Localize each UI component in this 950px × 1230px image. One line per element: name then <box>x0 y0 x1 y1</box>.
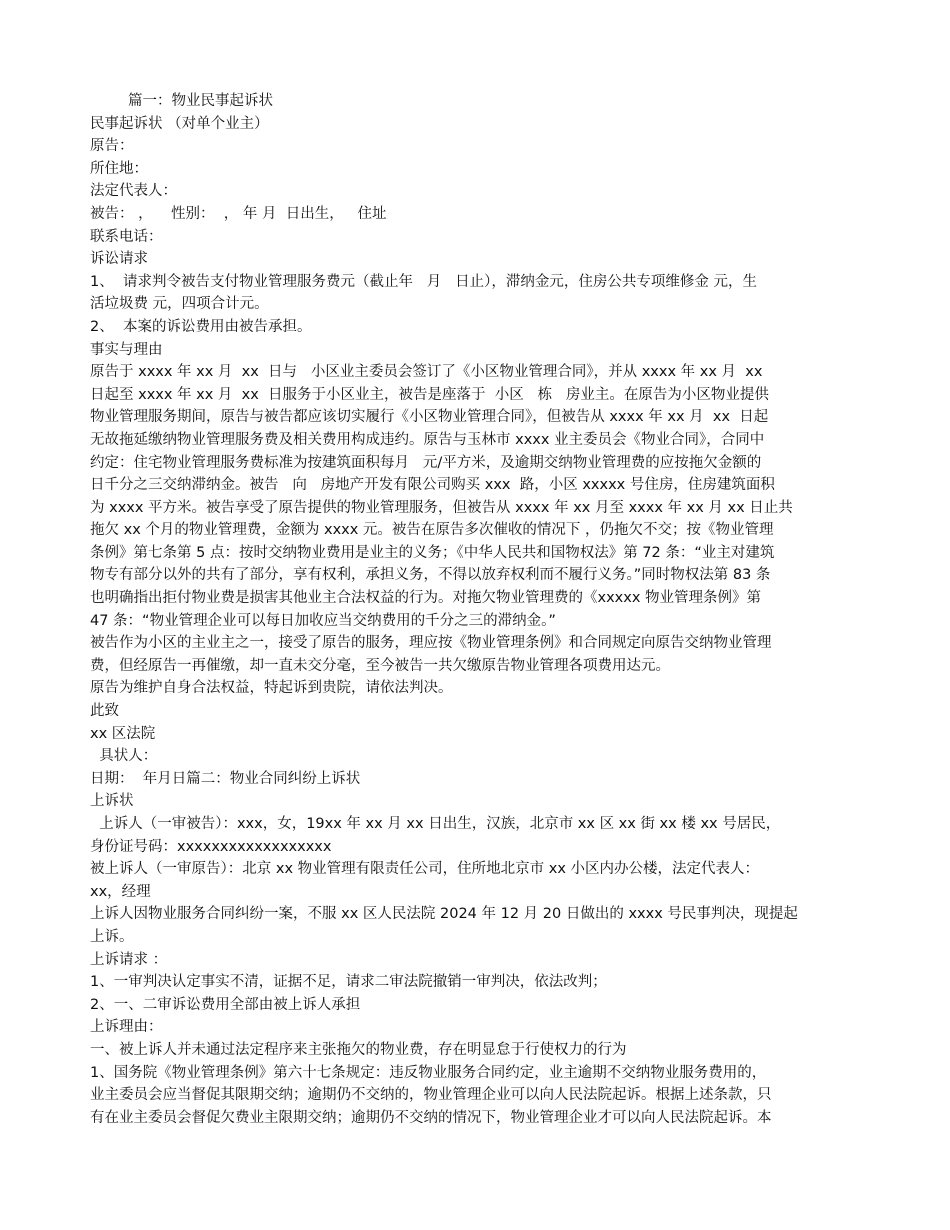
text-line: 所住地： <box>90 160 148 177</box>
text-line: 物专有部分以外的共有了部分，享有权利，承担义务，不得以放弃权利而不履行义务。”同时物权法第 83 条 <box>90 567 771 584</box>
text-line: 业主委员会应当督促其限期交纳；逾期仍不交纳的，物业管理企业可以向人民法院起诉。根据上述条款，只 <box>90 1087 772 1104</box>
text-line: 被告作为小区的主业主之一，接受了原告的服务，理应按《物业管理条例》和合同规定向原告交纳物业管理 <box>90 635 772 652</box>
text-line: 47 条：“物业管理企业可以每日加收应当交纳费用的千分之三的滞纳金。” <box>90 612 556 629</box>
text-line: 1、一审判决认定事实不清，证据不足，请求二审法院撤销一审判决，依法改判； <box>90 974 607 991</box>
document-page <box>90 90 865 1129</box>
document-title: 篇一：物业民事起诉状 <box>128 93 273 109</box>
text-line: 一、被上诉人并未通过法定程序来主张拖欠的物业费，存在明显怠于行使权力的行为 <box>90 1041 627 1058</box>
text-line: 法定代表人： <box>90 183 177 200</box>
text-line: 物业管理服务期间，原告与被告都应该切实履行《小区物业管理合同》，但被告从 xxxx 年 xx 月 xx 日起 <box>90 409 769 426</box>
text-line: 2、 本案的诉讼费用由被告承担。 <box>90 318 312 335</box>
text-line: 被上诉人（一审原告）：北京 xx 物业管理有限责任公司，住所地北京市 xx 小区内办公楼，法定代表人： <box>90 861 760 878</box>
text-line: 也明确指出拒付物业费是损害其他业主合法权益的行为。对拖欠物业管理费的《xxxxx 物业管理条例》第 <box>90 590 762 607</box>
text-line: 1、国务院《物业管理条例》第六十七条规定：违反物业服务合同约定，业主逾期不交纳物业服务费用的， <box>90 1064 767 1081</box>
text-line: 原告为维护自身合法权益，特起诉到贵院，请依法判决。 <box>90 680 453 697</box>
text-line: 事实与理由 <box>90 341 163 358</box>
text-line: xx 区法院 <box>90 725 156 742</box>
text-line: 原告： <box>90 138 134 155</box>
text-line: 联系电话： <box>90 228 163 245</box>
text-line: 拖欠 xx 个月的物业管理费，金额为 xxxx 元。被告在原告多次催收的情况下 ，仍拖欠不交；按《物业管理 <box>90 522 774 539</box>
text-line: 有在业主委员会督促欠费业主限期交纳；逾期仍不交纳的情况下，物业管理企业才可以向人民法院起诉。本 <box>90 1109 772 1126</box>
text-line: 日千分之三交纳滞纳金。被告 向 房地产开发有限公司购买 xxx 路，小区 xxxxx 号住房，住房建筑面积 <box>90 477 775 494</box>
text-line: 具状人： <box>90 748 158 765</box>
text-line: 身份证号码：xxxxxxxxxxxxxxxxxx <box>90 838 332 855</box>
text-line: 约定：住宅物业管理服务费标准为按建筑面积每月 元/平方米，及逾期交纳物业管理费的应按拖欠金额的 <box>90 454 762 471</box>
text-line: 上诉人（一审被告）：xxx，女，19xx 年 xx 月 xx 日出生，汉族，北京市 xx 区 xx 街 xx 楼 xx 号居民， <box>90 816 781 832</box>
text-line: 被告： ， 性别： ， 年 月 日出生， 住址 <box>90 205 387 222</box>
text-line: 2、一、二审诉讼费用全部由被上诉人承担 <box>90 996 361 1013</box>
text-line: 上诉请求 ： <box>90 951 168 968</box>
text-line: 此致 <box>90 703 119 720</box>
text-line: 诉讼请求 <box>90 251 148 268</box>
text-line: 无故拖延缴纳物业管理服务费及相关费用构成违约。原告与玉林市 xxxx 业主委员会《物业合同》，合同中 <box>90 431 765 448</box>
text-line: 1、 请求判令被告支付物业管理服务费元（截止年 月 日止），滞纳金元，住房公共专项维修金 元，生 <box>90 273 757 290</box>
text-line: 日期： 年月日篇二：物业合同纠纷上诉状 <box>90 770 361 787</box>
text-line: 活垃圾费 元，四项合计元。 <box>90 296 269 313</box>
text-line: 上诉状 <box>90 793 134 810</box>
text-line: 条例》第七条第 5 点：按时交纳物业费用是业主的义务；《中华人民共和国物权法》第 72 条：“业主对建筑 <box>90 544 775 561</box>
text-line: 费，但经原告一再催缴，却一直未交分毫，至今被告一共欠缴原告物业管理各项费用达元。 <box>90 657 670 674</box>
text-line: 上诉人因物业服务合同纠纷一案，不服 xx 区人民法院 2024 年 12 月 20 日做出的 xxxx 号民事判决，现提起 <box>90 906 798 923</box>
text-line: 上诉。 <box>90 928 134 945</box>
text-line: 民事起诉状 （对单个业主） <box>90 115 269 132</box>
text-line: 为 xxxx 平方米。被告享受了原告提供的物业管理服务，但被告从 xxxx 年 xx 月至 xxxx 年 xx 月 xx 日止共 <box>90 499 793 516</box>
text-line: 日起至 xxxx 年 xx 月 xx 日服务于小区业主，被告是座落于 小区 栋 房业主。在原告为小区物业提供 <box>90 386 769 403</box>
text-line: 上诉理由： <box>90 1019 163 1036</box>
text-line: xx，经理 <box>90 883 151 900</box>
text-line: 原告于 xxxx 年 xx 月 xx 日与 小区业主委员会签订了《小区物业管理合同》，并从 xxxx 年 xx 月 xx <box>90 364 763 381</box>
